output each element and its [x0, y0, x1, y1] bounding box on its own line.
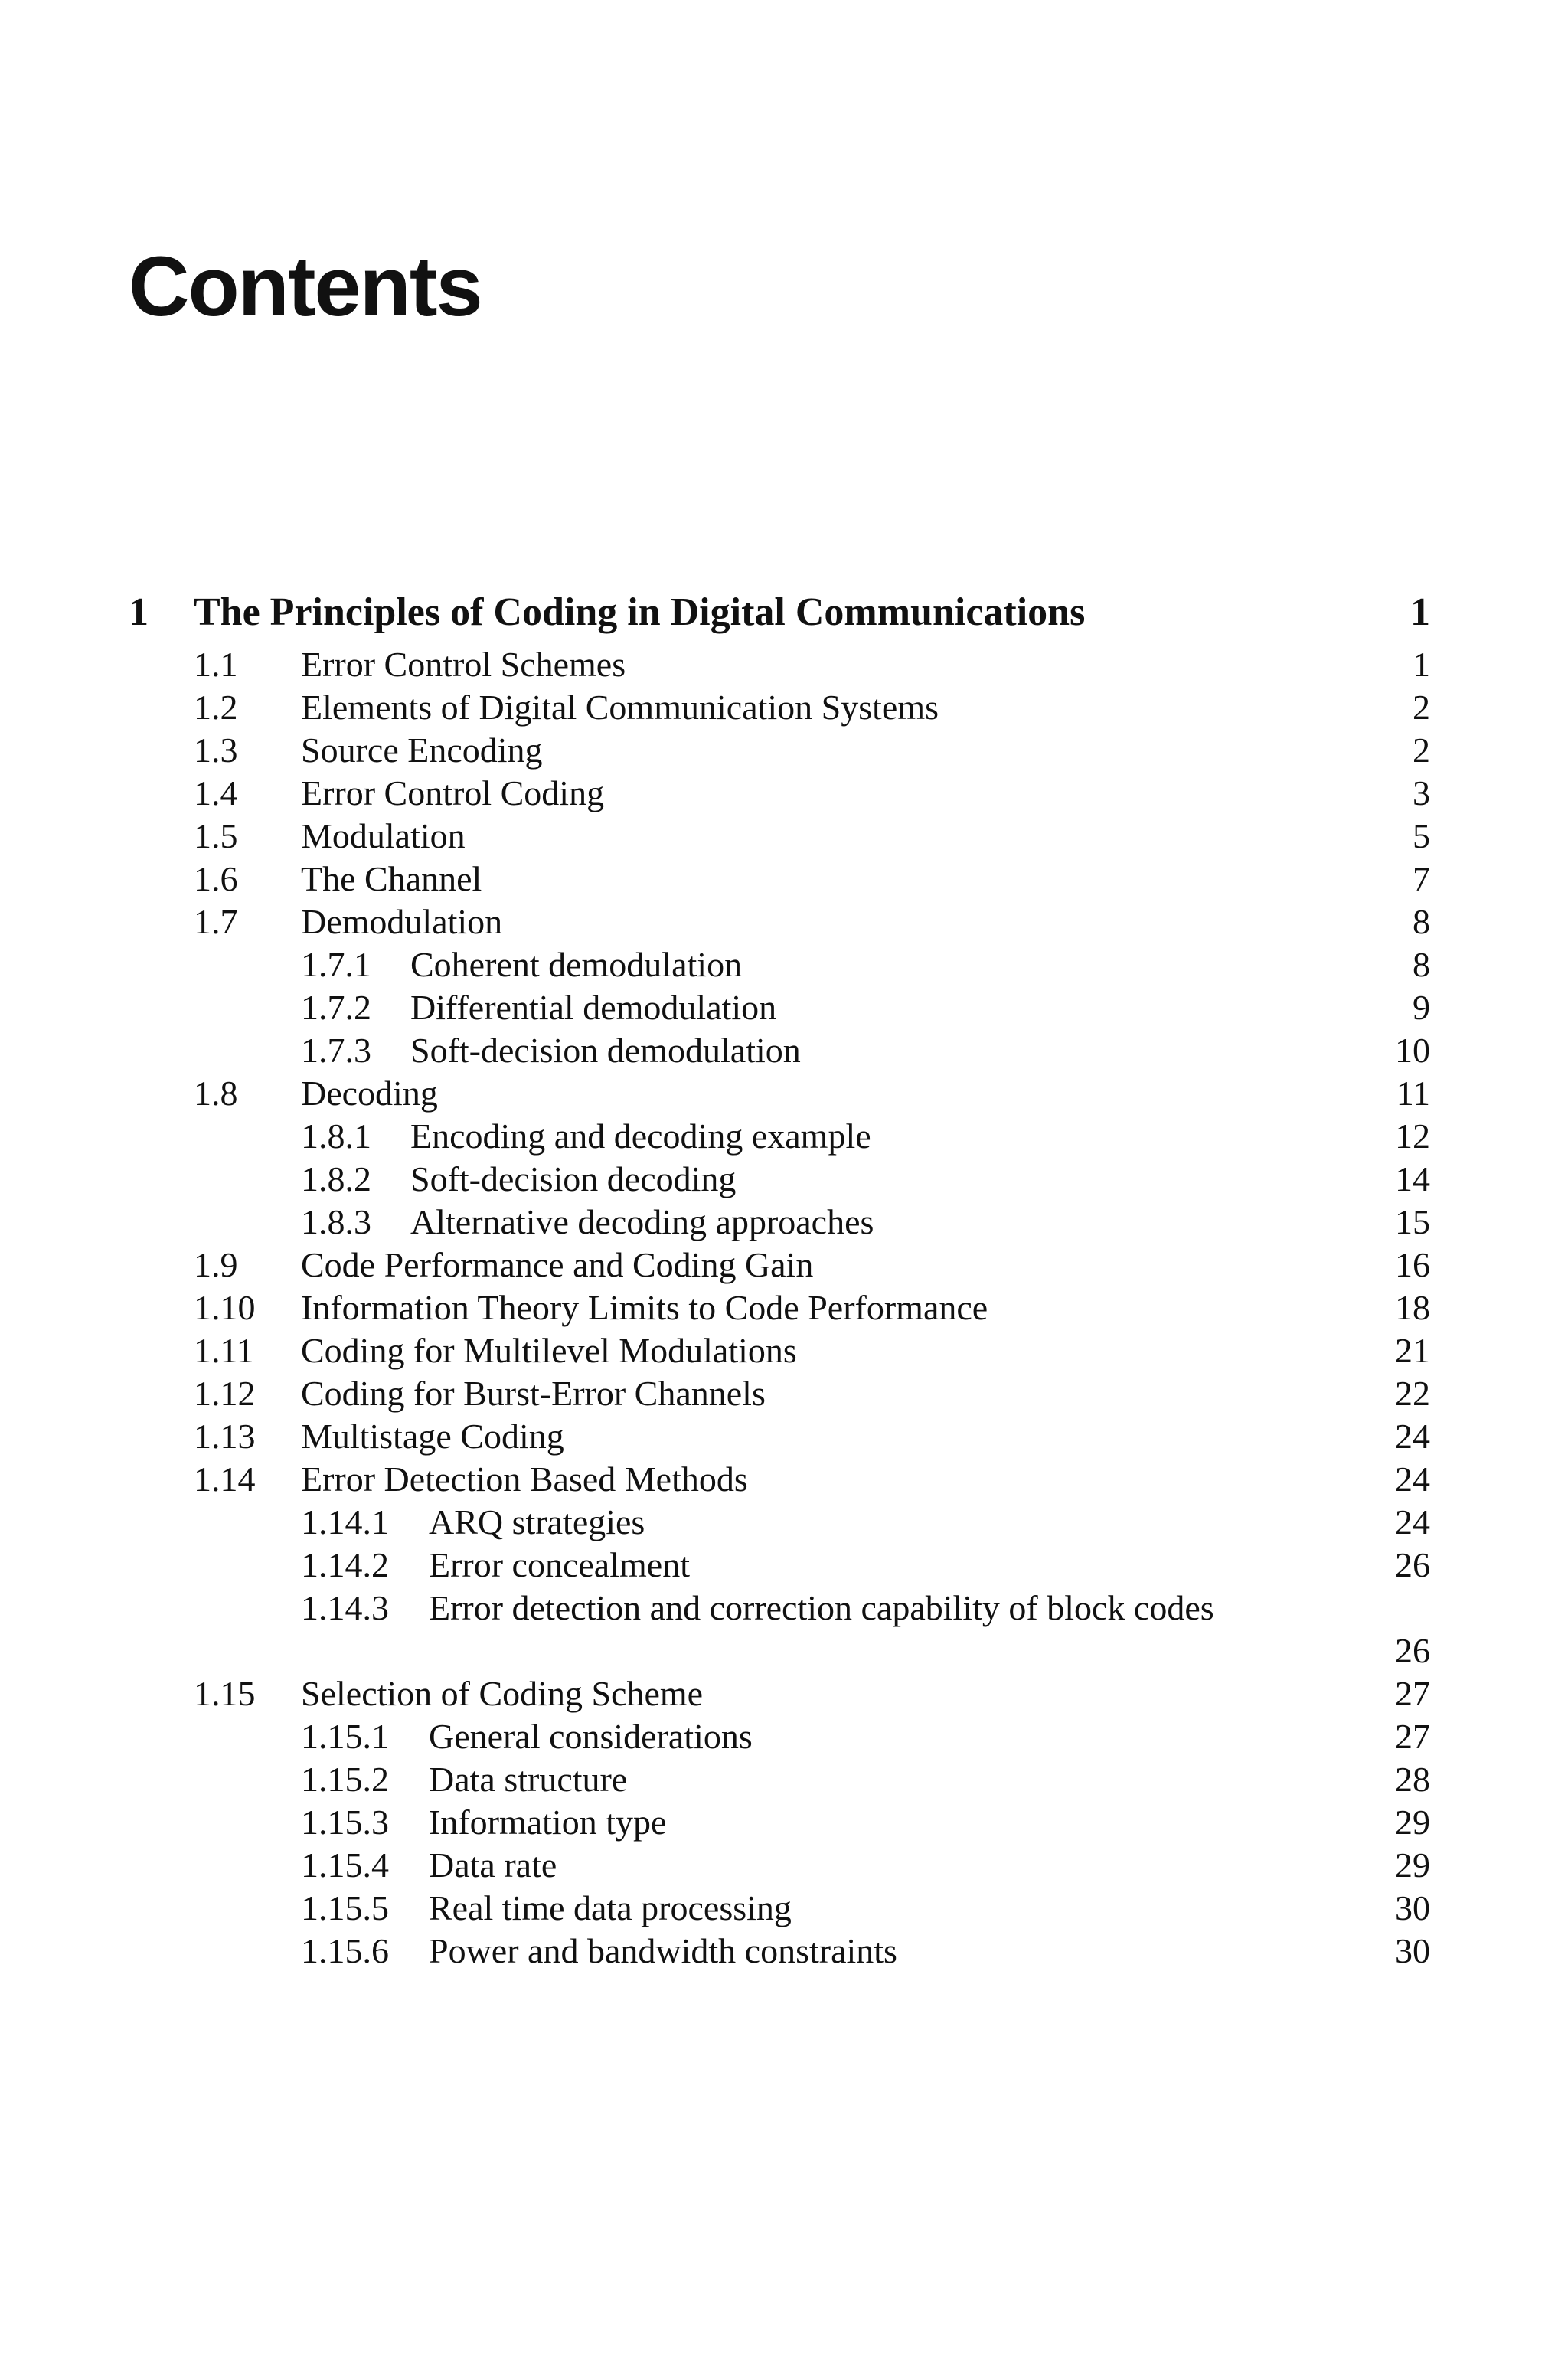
toc-page: 12	[1395, 1116, 1430, 1156]
toc-title: Error Control Schemes	[301, 645, 626, 684]
toc-number: 1.12	[194, 1374, 256, 1413]
toc-title: Alternative decoding approaches	[410, 1202, 874, 1241]
page-title: Contents	[129, 240, 482, 334]
toc-title: Error concealment	[429, 1545, 690, 1584]
toc-number: 1.8.1	[301, 1116, 371, 1156]
toc-number: 1.4	[194, 773, 238, 812]
toc-entry[interactable]	[129, 1544, 1430, 1587]
toc-title: Elements of Digital Communication Systems	[301, 688, 939, 727]
toc-page: 8	[1413, 945, 1430, 984]
toc-page: 2	[1413, 688, 1430, 727]
toc-title: Soft-decision demodulation	[410, 1031, 801, 1070]
toc-title: ARQ strategies	[429, 1502, 645, 1541]
toc-title: Encoding and decoding example	[410, 1116, 871, 1156]
toc-entry[interactable]	[129, 1201, 1430, 1244]
toc-page: 30	[1395, 1931, 1430, 1970]
toc-title: The Principles of Coding in Digital Communications	[194, 590, 1086, 634]
toc-title: Modulation	[301, 816, 466, 855]
toc-page: 27	[1395, 1674, 1430, 1713]
toc-page: 1	[1413, 645, 1430, 684]
toc-number: 1.15.2	[301, 1760, 389, 1799]
toc-page: 24	[1395, 1460, 1430, 1499]
toc-entry[interactable]	[129, 1458, 1430, 1501]
toc-title: Coding for Multilevel Modulations	[301, 1331, 797, 1370]
toc-entry[interactable]	[129, 1672, 1430, 1715]
toc-title: Real time data processing	[429, 1888, 792, 1927]
toc-page: 26	[1395, 1631, 1430, 1670]
toc-title: The Channel	[301, 859, 482, 898]
toc-page: 22	[1395, 1374, 1430, 1413]
toc-entry[interactable]	[129, 1930, 1430, 1973]
toc-entry[interactable]	[129, 815, 1430, 858]
toc-page: 7	[1413, 859, 1430, 898]
toc-page: 8	[1413, 902, 1430, 941]
toc-page: 24	[1395, 1417, 1430, 1456]
toc-page: 16	[1395, 1245, 1430, 1284]
toc-number: 1.15.4	[301, 1845, 389, 1885]
toc-title: Decoding	[301, 1074, 438, 1113]
toc-entry[interactable]	[129, 858, 1430, 901]
toc-number: 1.7.1	[301, 945, 371, 984]
toc-number: 1.15.6	[301, 1931, 389, 1970]
toc-title: Selection of Coding Scheme	[301, 1674, 704, 1713]
toc-title: Source Encoding	[301, 731, 543, 770]
toc-entry[interactable]	[129, 1844, 1430, 1887]
toc-entry[interactable]	[129, 1501, 1430, 1544]
toc-number: 1.2	[194, 688, 238, 727]
toc-number: 1.8.2	[301, 1159, 371, 1198]
toc-entry[interactable]	[129, 1329, 1430, 1372]
toc-entry[interactable]	[129, 729, 1430, 772]
toc-number: 1.3	[194, 731, 238, 770]
toc-entry[interactable]	[129, 1029, 1430, 1072]
toc-title: Coherent demodulation	[410, 945, 743, 984]
toc-number: 1.8.3	[301, 1202, 371, 1241]
toc-entry[interactable]	[129, 1587, 1430, 1672]
toc-number: 1.14.3	[301, 1588, 389, 1627]
toc-page: 1	[1410, 590, 1430, 634]
toc-page: 14	[1395, 1159, 1430, 1198]
toc-page: 15	[1395, 1202, 1430, 1241]
toc-entry[interactable]	[129, 1286, 1430, 1329]
toc-entry[interactable]	[129, 1887, 1430, 1930]
toc-page: 27	[1395, 1717, 1430, 1756]
toc-title: Multistage Coding	[301, 1417, 564, 1456]
toc-number: 1.13	[194, 1417, 256, 1456]
toc-page: 5	[1413, 816, 1430, 855]
toc-number: 1.14.1	[301, 1502, 389, 1541]
toc-page: 3	[1413, 773, 1430, 812]
toc-entry[interactable]	[129, 1115, 1430, 1158]
toc-title: Error detection and correction capability of block codes	[429, 1588, 1214, 1627]
toc-entry[interactable]	[129, 1158, 1430, 1201]
toc-number: 1.14.2	[301, 1545, 389, 1584]
toc-entry[interactable]	[129, 772, 1430, 815]
toc-number: 1.8	[194, 1074, 238, 1113]
toc-page: 21	[1395, 1331, 1430, 1370]
toc-number: 1.15.5	[301, 1888, 389, 1927]
toc-title: Data structure	[429, 1760, 628, 1799]
toc-number: 1.15	[194, 1674, 256, 1713]
toc-title: Information type	[429, 1803, 667, 1842]
toc-chapter-1[interactable]	[129, 582, 1430, 643]
toc-entry[interactable]	[129, 1415, 1430, 1458]
toc-title: Power and bandwidth constraints	[429, 1931, 897, 1970]
toc-entry[interactable]	[129, 986, 1430, 1029]
toc-number: 1.15.3	[301, 1803, 389, 1842]
toc-title: Differential demodulation	[410, 988, 777, 1027]
toc-page: 18	[1395, 1288, 1430, 1327]
toc-title: Coding for Burst-Error Channels	[301, 1374, 766, 1413]
toc-page: 26	[1395, 1545, 1430, 1584]
toc-number: 1.9	[194, 1245, 238, 1284]
toc-number: 1.14	[194, 1460, 256, 1499]
toc-page: 2	[1413, 731, 1430, 770]
toc-number: 1.5	[194, 816, 238, 855]
toc-number: 1.7	[194, 902, 238, 941]
toc-title: Error Detection Based Methods	[301, 1460, 748, 1499]
toc-title: Error Control Coding	[301, 773, 605, 812]
table-of-contents	[129, 582, 1430, 1973]
toc-entry[interactable]	[129, 1072, 1430, 1115]
toc-entry[interactable]	[129, 1372, 1430, 1415]
toc-number: 1.15.1	[301, 1717, 389, 1756]
toc-page: 28	[1395, 1760, 1430, 1799]
toc-entry[interactable]	[129, 901, 1430, 943]
toc-title: Data rate	[429, 1845, 557, 1885]
toc-number: 1.7.2	[301, 988, 371, 1027]
toc-number: 1	[129, 590, 149, 634]
toc-entry[interactable]	[129, 1244, 1430, 1286]
toc-title: Demodulation	[301, 902, 503, 941]
toc-page: 10	[1395, 1031, 1430, 1070]
toc-title: Soft-decision decoding	[410, 1159, 737, 1198]
toc-entry[interactable]	[129, 943, 1430, 986]
toc-entry[interactable]	[129, 1758, 1430, 1801]
toc-title: General considerations	[429, 1717, 753, 1756]
toc-page: 9	[1413, 988, 1430, 1027]
toc-page: 29	[1395, 1845, 1430, 1885]
toc-entry[interactable]	[129, 643, 1430, 686]
toc-title: Code Performance and Coding Gain	[301, 1245, 814, 1284]
toc-page: 30	[1395, 1888, 1430, 1927]
toc-page: 11	[1396, 1074, 1430, 1113]
toc-page: 29	[1395, 1803, 1430, 1842]
toc-number: 1.7.3	[301, 1031, 371, 1070]
toc-entry[interactable]	[129, 1715, 1430, 1758]
toc-page: 24	[1395, 1502, 1430, 1541]
toc-entry[interactable]	[129, 686, 1430, 729]
toc-number: 1.1	[194, 645, 238, 684]
toc-number: 1.11	[194, 1331, 254, 1370]
toc-title: Information Theory Limits to Code Performance	[301, 1288, 988, 1327]
toc-number: 1.10	[194, 1288, 256, 1327]
toc-number: 1.6	[194, 859, 238, 898]
toc-entry[interactable]	[129, 1801, 1430, 1844]
